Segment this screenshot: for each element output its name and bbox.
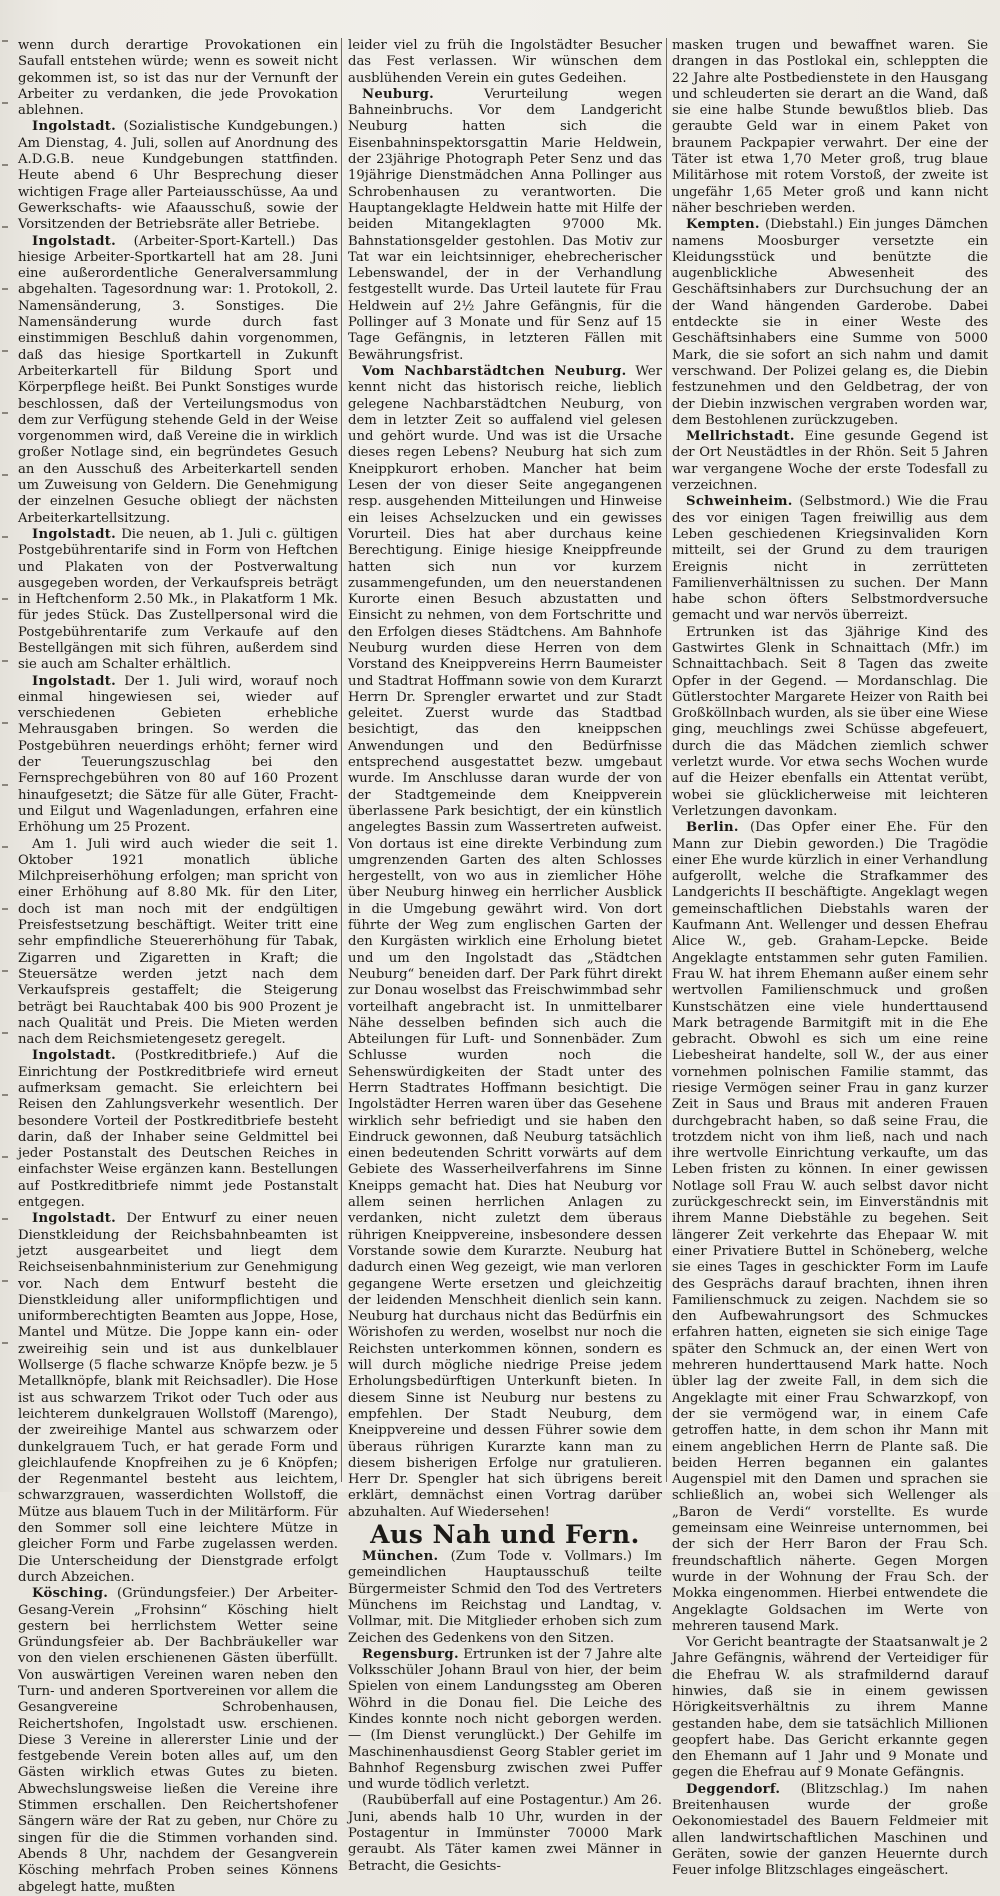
dateline: Ingolstadt. <box>32 119 117 135</box>
article-paragraph <box>672 1782 988 1880</box>
paragraph-text: Die neuen, ab 1. Juli c. gültigen Postgebührentarife sind in Form von Heftchen und Plakaten von der Postverwaltung ausgegeben worden, der Verkaufspreis beträgt in Heftchenform 2.50 Mk., in Plakatform 1 Mk. für jedes Stück. Das Zustellpersonal wird die Postgebührentarife zum Verkaufe auf den Bestellgängen mit sich führen, außerdem sind sie auch am Schalter erhältlich. <box>18 526 338 673</box>
paragraph-text: (Postkreditbriefe.) Auf die Einrichtung der Postkreditbriefe wird erneut aufmerksam gemacht. Sie erleichtern bei Reisen den Zahlungsverkehr wesentlich. Der besondere Vorteil der Postkreditbriefe besteht darin, daß der Inhaber seine Geldmittel bei jeder Postanstalt des Deutschen Reiches in einfachster Weise ergänzen kann. Bestellungen auf Postkreditbriefe nimmt jede Postanstalt entgegen. <box>18 1048 338 1211</box>
article-paragraph <box>672 1635 988 1782</box>
article-paragraph <box>348 1793 662 1874</box>
article-paragraph <box>348 1647 662 1794</box>
article-paragraph <box>18 527 338 674</box>
dateline: Ingolstadt. <box>32 1211 117 1227</box>
article-paragraph <box>672 820 988 1635</box>
article-paragraph <box>672 494 988 624</box>
paragraph-text: Vor Gericht beantragte der Staatsanwalt je 2 Jahre Gefängnis, während der Verteidiger für die Ehefrau W. als strafmildernd darauf hinwies, daß sie in einem gewissen Hörigkeitsverhältnis zu ihrem Manne gestanden habe, dem sie tatsächlich Millionen geopfert habe. Das Gericht erkannte gegen den Ehemann auf 1 Jahr und 9 Monate und gegen die Ehefrau auf 9 Monate Gefängnis. <box>672 1635 988 1781</box>
article-paragraph <box>18 38 338 119</box>
paragraph-text: masken trugen und bewaffnet waren. Sie drangen in das Postlokal ein, schleppten die 22 Jahre alte Postbedienstete in den Hausgang und schleuderten sie derart an die Wand, daß sie eine halbe Stunde bewußtlos blieb. Das geraubte Geld war in einem Paket von braunem Packpapier verwahrt. Der eine der Täter ist etwa 1,70 Meter groß, trug blaue Militärhose mit rotem Vorstoß, der zweite ist ungefähr 1,65 Meter groß und kann nicht näher beschrieben werden. <box>672 38 988 216</box>
dateline: Regensburg. <box>362 1646 459 1662</box>
dateline: Ingolstadt. <box>32 1048 117 1064</box>
column-right <box>672 38 988 1879</box>
dateline: Neuburg. <box>362 86 435 102</box>
dateline: Kempten. <box>686 217 760 233</box>
section-heading: Aus Nah und Fern. <box>370 1520 640 1550</box>
article-paragraph <box>672 217 988 429</box>
article-paragraph <box>18 837 338 1049</box>
dateline: Deggendorf. <box>686 1781 781 1797</box>
article-paragraph <box>348 1549 662 1647</box>
binding-edge <box>2 40 10 1452</box>
paragraph-text: (Selbstmord.) Wie die Frau des vor einigen Tagen freiwillig aus dem Leben geschiedenen Kriegsinvaliden Korn mitteilt, sei der Grund zu dem traurigen Ereignis nicht in zerrütteten Familienverhältnissen zu suchen. Der Mann habe schon öfters Selbstmordversuche gemacht und war nervös überreizt. <box>672 494 988 624</box>
dateline: Ingolstadt. <box>32 673 117 689</box>
paragraph-text: wenn durch derartige Provokationen ein Saufall entstehen würde; wenn es soweit nicht gekommen ist, so ist das nur der Vernunft der Arbeiter zu verdanken, die jede Provokation ablehnen. <box>18 38 338 119</box>
article-paragraph <box>672 429 988 494</box>
paragraph-text: (Raubüberfall auf eine Postagentur.) Am 26. Juni, abends halb 10 Uhr, wurden in der Postagentur in Immünster 70000 Mark geraubt. Als Täter kamen zwei Männer in Betracht, die Gesichts- <box>348 1793 662 1874</box>
paragraph-text: Ertrunken ist der 7 Jahre alte Volksschüler Johann Braul von hier, der beim Spielen von einem Landungssteg am Oberen Wöhrd in die Donau fiel. Die Leiche des Kindes konnte noch nicht geborgen werden. — (Im Dienst verunglückt.) Der Gehilfe im Maschinenhausdienst Georg Stabler geriet im Bahnhof Regensburg zwischen zwei Puffer und wurde tödlich verletzt. <box>348 1646 662 1793</box>
article-paragraph <box>18 1211 338 1586</box>
paragraph-text: (Arbeiter-Sport-Kartell.) Das hiesige Arbeiter-Sportkartell hat am 28. Juni eine außerordentliche Generalversammlung abgehalten. Tagesordnung war: 1. Protokoll, 2. Namensänderung, 3. Sonstiges. Die Namensänderung wurde durch fast einstimmigen Beschluß dahin vorgenommen, daß das hiesige Sportkartell in Zukunft Arbeiterkartell für Bildung Sport und Körperpflege heißt. Bei Punkt Sonstiges wurde beschlossen, daß der Verteilungsmodus von dem zur Verfügung stehende Geld in der Weise vorgenommen wird, daß Vereine die in wirklich großer Notlage sind, ein begründetes Gesuch an den Ausschuß des Arbeiterkartell senden um Zuweisung von Geldern. Die Genehmigung der einzelnen Gesuche obliegt der nächsten Arbeiterkartellsitzung. <box>18 233 338 526</box>
dateline: München. <box>362 1549 439 1565</box>
paragraph-text: (Zum Tode v. Vollmars.) Im gemeindlichen Hauptausschuß teilte Bürgermeister Schmid den Tod des Vertreters Münchens im Reichstag und Landtag, v. Vollmar, mit. Die Mitglieder erhoben sich zum Zeichen des Gedenkens von den Sitzen. <box>348 1549 662 1646</box>
article-paragraph <box>348 364 662 1521</box>
article-paragraph <box>18 119 338 233</box>
article-paragraph <box>18 1048 338 1211</box>
paragraph-text: (Diebstahl.) Ein junges Dämchen namens Moosburger versetzte ein Kleidungsstück und benützte die augenblickliche Abwesenheit des Geschäftsinhabers zur Durchsuchung der an der Wand hängenden Garderobe. Dabei entdeckte sie in einer Weste des Geschäftsinhabers eine Summe von 5000 Mark, die sie sofort an sich nahm und damit verschwand. Der Polizei gelang es, die Diebin festzunehmen und den Geldbetrag, der von der Diebin inzwischen vergraben worden war, dem Bestohlenen zurückzugeben. <box>672 217 988 428</box>
article-paragraph <box>672 625 988 821</box>
paragraph-text: Wer kennt nicht das historisch reiche, lieblich gelegene Nachbarstädtchen Neuburg, von dem in letzter Zeit so auffalend viel gelesen und gehört wurde. Und was ist die Ursache dieses regen Lebens? Neuburg hat sich zum Kneippkurort erhoben. Mancher hat beim Lesen der von dieser Seite angegangenen resp. ausgehenden Mitteilungen und Hinweise ein leises Achselzucken und ein gewisses Vorurteil. Dies hat aber durchaus keine Berechtigung. Einige hiesige Kneippfreunde hatten sich nun vor kurzem zusammengefunden, um den neuerstandenen Kurorte einen Besuch abzustatten und Einsicht zu nehmen, von dem Fortschritte und den Erfolgen dieses Städtchens. Am Bahnhofe Neuburg wurden diese Herren von dem Vorstand des Kneippvereins Herrn Baumeister und Stadtrat Hoffmann sowie von dem Kurarzt Herrn Dr. Sprengler erwartet und zur Stadt geleitet. Zuerst wurde das Stadtbad besichtigt, das den kneippschen Anwendungen und den Bedürfnisse entsprechend ausgestattet bezw. umgebaut wurde. Im Anschlusse daran wurde der von der Stadtgemeinde dem Kneippverein überlassene Park besichtigt, der ein künstlich angelegtes Bassin zum Wassertreten aufweist. Von dortaus ist eine direkte Verbindung zum umgrenzenden Garten des alten Schlosses hergestellt, von wo aus in ziemlicher Höhe über Neuburg hinweg ein herrlicher Ausblick in die Umgebung gewährt wird. Von dort führte der Weg zum englischen Garten der den Kurgästen wirklich eine Erholung bietet und um den Ingolstadt das „Städtchen Neuburg“ beneiden darf. Der Park führt direkt zur Donau woselbst das Freischwimmbad sehr vorteilhaft angebracht ist. In unmittelbarer Nähe desselben befinden sich auch die Abteilungen für Luft- und Sonnenbäder. Zum Schlusse wurden noch die Sehenswürdigkeiten der Stadt unter des Herrn Stadtrates Hoffmann besichtigt. Die Ingolstädter Herren waren über das Gesehene wirklich sehr befriedigt und sie haben den Eindruck gewonnen, daß Neuburg tatsächlich einen bedeutenden Schritt vorwärts auf dem Gebiete des Wasserheilverfahrens im Sinne Kneipps gemacht hat. Dies hat Neuburg vor allem seinen herrlichen Anlagen zu verdanken, nicht zuletzt dem überaus rührigen Kneippvereine, insbesondere dessen Vorstande sowie dem Kurarzte. Neuburg hat dadurch einen Weg gezeigt, wie man verloren gegangene Werte ersetzen und gleichzeitig der leidenden Menschheit dienlich sein kann. Neuburg hat durchaus nicht das Bedürfnis ein Wörishofen zu werden, woselbst nur noch die Reichsten unterkommen können, sondern es will durch mögliche niedrige Preise jedem Erholungsbedürftigen Unterkunft bieten. In diesem Sinne ist Neuburg nur bestens zu empfehlen. Der Stadt Neuburg, dem Kneippvereine und dessen Führer sowie dem überaus rührigen Kurarzte kann man zu diesem bisherigen Erfolge nur gratulieren. Herr Dr. Spengler hat sich übrigens bereit erklärt, demnächst einen Vortrag darüber abzuhalten. Auf Wiedersehen! <box>348 363 662 1520</box>
dateline: Vom Nachbarstädtchen Neuburg. <box>362 363 627 379</box>
paragraph-text: Ertrunken ist das 3jährige Kind des Gastwirtes Glenk in Schnaittach (Mfr.) im Schnaittachbach. Seit 8 Tagen das zweite Opfer in der Gegend. — Mordanschlag. Die Gütlerstochter Margarete Heizer von Raith bei Großköllnbach wurden, als sie über eine Wiese ging, meuchlings zwei Schüsse abgefeuert, durch die das Mädchen ziemlich schwer verletzt wurde. Vor etwa sechs Wochen wurde auf die Heizer ebenfalls ein Attentat verübt, wobei sie glücklicherweise mit leichteren Verletzungen davonkam. <box>672 624 988 819</box>
article-paragraph <box>672 38 988 217</box>
paragraph-text: (Blitzschlag.) Im nahen Breitenhausen wurde der große Oekonomiestadel des Bauern Feldmeier mit allen landwirtschaftlichen Maschinen und Geräten, sowie der ganzen Heuernte durch Feuer infolge Blitzschlages eingeäschert. <box>672 1781 988 1879</box>
article-paragraph <box>18 1586 338 1896</box>
dateline: Ingolstadt. <box>32 526 117 542</box>
dateline: Mellrichstadt. <box>686 429 795 445</box>
paragraph-text: (Das Opfer einer Ehe. Für den Mann zur Diebin geworden.) Die Tragödie einer Ehe wurde kürzlich in einer Verhandlung aufgerollt, welche die Strafkammer des Landgerichts II beschäftigte. Angeklagt wegen gemeinschaftlichen Diebstahls waren der Kaufmann Ant. Wellenger und dessen Ehefrau Alice W., geb. Graham-Lepcke. Beide Angeklagte entstammen sehr guten Familien. Frau W. hat ihrem Ehemann außer einem sehr wertvollen Familienschmuck und großen Kunstschätzen eine viele hunderttausend Mark betragende Barmitgift mit in die Ehe gebracht. Obwohl es sich um eine reine Liebesheirat handelte, soll W., der aus einer vornehmen polnischen Familie stammt, das riesige Vermögen seiner Frau in ganz kurzer Zeit in Saus und Braus mit anderen Frauen durchgebracht haben, so daß seine Frau, die trotzdem nicht von ihm ließ, nach und nach ihre wertvolle Einrichtung verkaufte, um das Leben fristen zu können. In einer gewissen Notlage soll Frau W. auch selbst davor nicht zurückgeschreckt sein, im Einverständnis mit ihrem Manne Diebstähle zu begehen. Seit längerer Zeit verkehrte das Ehepaar W. mit einer Privatiere Buttel in Schöneberg, welche sie eines Tages in geschickter Form im Laufe des Gesprächs darauf brachten, ihnen ihren Familienschmuck zu zeigen. Nachdem sie so den Aufbewahrungsort des Schmuckes erfahren hatten, eigneten sie sich einige Tage später den Schmuck an, der einen Wert von mehreren hunderttausend Mark hatte. Noch übler lag der zweite Fall, in dem sich die Angeklagte mit einer Frau Schwarzkopf, von der sie vermögend war, in einem Cafe getroffen hatte, in dem schon ihr Mann mit einem angeblichen Herrn de Plante saß. Die beiden Herren begannen ein galantes Augenspiel mit den Damen und sprachen sie schließlich an, wobei sich Wellenger als „Baron de Verdi“ vorstellte. Es wurde gemeinsam eine Weinreise unternommen, bei der sich der Herr Baron der Frau Sch. freundschaftlich näherte. Gegen Morgen wurde in der Wohnung der Frau Sch. der Mokka eingenommen. Hierbei entwendete die Angeklagte Goldsachen im Werte von mehreren tausend Mark. <box>672 820 988 1634</box>
article-paragraph <box>348 38 662 87</box>
dateline: Kösching. <box>32 1586 109 1602</box>
column-middle <box>348 38 662 1874</box>
article-paragraph <box>18 234 338 527</box>
article-paragraph <box>348 87 662 364</box>
article-paragraph <box>18 674 338 837</box>
column-rule <box>666 38 667 1482</box>
paragraph-text: Verurteilung wegen Bahneinbruchs. Vor dem Landgericht Neuburg hatten sich die Eisenbahninspektorsgattin Marie Heldwein, der 23jährige Photograph Peter Senz und das 19jährige Dienstmädchen Anna Pollinger aus Schrobenhausen zu verantworten. Die Hauptangeklagte Heldwein hatte mit Hilfe der beiden Mitangeklagten 97000 Mk. Bahnstationsgelder gestohlen. Das Motiv zur Tat war ein leichtsinniger, ehebrecherischer Lebenswandel, der in der Verhandlung festgestellt wurde. Das Urteil lautete für Frau Heldwein auf 2½ Jahre Gefängnis, für die Pollinger auf 3 Monate und für Senz auf 15 Tage Gefängnis, in letzteren Fällen mit Bewährungsfrist. <box>348 86 662 363</box>
dateline: Ingolstadt. <box>32 233 117 249</box>
paragraph-text: Der 1. Juli wird, worauf noch einmal hingewiesen sei, wieder auf verschiedenen Gebieten erhebliche Mehrausgaben bringen. So werden die Postgebühren neuerdings erhöht; ferner wird der Teuerungszuschlag bei den Fernsprechgebühren von 80 auf 160 Prozent hinaufgesetzt; die Sätze für alle Güter, Fracht- und Eilgut und Wagenladungen, erfahren eine Erhöhung um 25 Prozent. <box>18 673 338 836</box>
dateline: Berlin. <box>686 820 739 836</box>
paragraph-text: Eine gesunde Gegend ist der Ort Neustädtles in der Rhön. Seit 5 Jahren war vergangene Woche der erste Todesfall zu verzeichnen. <box>672 429 988 494</box>
paragraph-text: Am 1. Juli wird auch wieder die seit 1. Oktober 1921 monatlich übliche Milchpreiserhöhung erfolgen; man spricht von einer Erhöhung auf 8.80 Mk. für den Liter, doch ist man noch mit der endgültigen Preisfestsetzung beschäftigt. Weiter tritt eine sehr empfindliche Steuererhöhung für Tabak, Zigarren und Zigaretten in Kraft; die Steuersätze werden jetzt nach dem Verkaufspreis gestaffelt; die Steigerung beträgt bei Rauchtabak 400 bis 900 Prozent je nach Qualität und Preis. Die Mieten werden nach dem Reichsmietengesetz geregelt. <box>18 836 338 1048</box>
paragraph-text: (Sozialistische Kundgebungen.) Am Dienstag, 4. Juli, sollen auf Anordnung des A.D.G.B. neue Kundgebungen stattfinden. Heute abend 6 Uhr Besprechung dieser wichtigen Frage aller Parteiausschüsse, Aa und Gewerkschafts- wie Afaausschuß, sowie der Vorsitzenden der Betriebsräte aller Betriebe. <box>18 119 338 233</box>
paragraph-text: Der Entwurf zu einer neuen Dienstkleidung der Reichsbahnbeamten ist jetzt ausgearbeitet und liegt dem Reichseisenbahnministerium zur Genehmigung vor. Nach dem Entwurf besteht die Dienstkleidung aller uniformpflichtigen und uniformberechtigten Beamten aus Joppe, Hose, Mantel und Mütze. Die Joppe kann ein- oder zweireihig sein und ist aus dunkelblauer Wollserge (5 flache schwarze Knöpfe bezw. je 5 Metallknöpfe, blank mit Reichsadler). Die Hose ist aus schwarzem Trikot oder Tuch oder aus leichterem dunkelgrauen Wollstoff (Marengo), der zweireihige Mantel aus schwarzem oder dunkelgrauem Tuch, er hat gerade Form und gleichlaufende Knopfreihen zu je 6 Knöpfen; der Regenmantel besteht aus leichtem, schwarzgrauen, wasserdichten Wollstoff, die Mütze aus blauem Tuch in der Militärform. Für den Sommer soll eine leichtere Mütze in gleicher Form und Farbe zugelassen werden. Die Unterscheidung der Dienstgrade erfolgt durch Abzeichen. <box>18 1211 338 1585</box>
paragraph-text: leider viel zu früh die Ingolstädter Besucher das Fest verlassen. Wir wünschen dem ausblühenden Verein ein gutes Gedeihen. <box>348 38 662 86</box>
column-left <box>18 38 338 1895</box>
dateline: Schweinheim. <box>686 494 793 510</box>
column-rule <box>341 38 342 1482</box>
paragraph-text: (Gründungsfeier.) Der Arbeiter-Gesang-Verein „Frohsinn“ Kösching hielt gestern bei herrlichstem Wetter seine Gründungsfeier ab. Der Bachbräukeller war von den vielen erschienenen Gästen überfüllt. Von auswärtigen Vereinen waren neben den Turn- und anderen Sportvereinen vor allem die Gesangvereine Schrobenhausen, Reichertshofen, Ingolstadt usw. erschienen. Diese 3 Vereine in allererster Linie und der festgebende Verein boten alles auf, um den Gästen wirklich etwas Gutes zu bieten. Abwechslungsweise ließen die Vereine ihre Stimmen erschallen. Den Reichertshofener Sängern wäre der Rat zu geben, nur Chöre zu singen für die die Stimmen vorhanden sind. Abends 8 Uhr, nachdem der Gesangverein Kösching mehrfach Proben seines Könnens abgelegt hatte, mußten <box>18 1586 338 1895</box>
